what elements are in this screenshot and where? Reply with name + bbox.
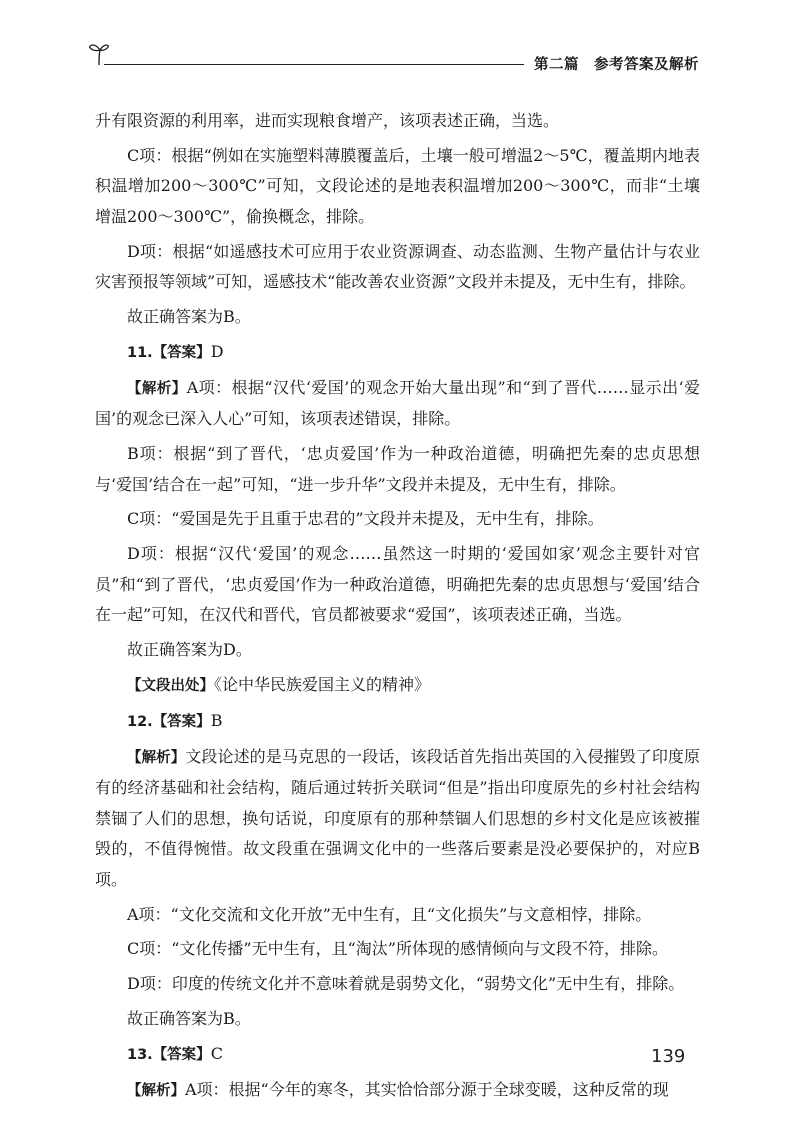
paragraph-text: C项：根据“例如在实施塑料薄膜覆盖后，土壤一般可增温2～5℃，覆盖期内地表积温增加200～300℃”可知，文段论述的是地表积温增加200～300℃，而非“土壤增温200～300℃”，偷换概念，排除。 <box>95 145 700 226</box>
paragraph-text: C项：“文化传播”无中生有，且“淘汰”所体现的感情倾向与文段不符，排除。 <box>127 939 668 959</box>
paragraph <box>95 106 700 137</box>
paragraph <box>95 237 700 298</box>
paragraph-text: 故正确答案为B。 <box>127 1009 251 1029</box>
paragraph <box>95 1004 700 1035</box>
paragraph-text: D项：根据“汉代‘爱国’的观念……虽然这一时期的‘爱国如家’观念主要针对官员”和“到了晋代，‘忠贞爱国’作为一种政治道德，明确把先秦的忠贞思想与‘爱国’结合在一起”可知，在汉代和晋代，官员都被要求“爱国”，该项表述正确，当选。 <box>95 544 700 625</box>
paragraph-text: 《论中华民族爱国主义的精神》 <box>214 674 431 694</box>
paragraph <box>95 337 700 369</box>
answer-label: 【解析】 <box>127 1082 185 1099</box>
paragraph-text: C项：“爱国是先于且重于忠君的”文段并未提及，无中生有，排除。 <box>127 509 604 529</box>
paragraph <box>95 900 700 931</box>
sprout-icon <box>88 40 110 66</box>
paragraph <box>95 439 700 500</box>
paragraph-text: C <box>210 1043 223 1063</box>
header-divider <box>104 64 524 65</box>
paragraph <box>95 1039 700 1071</box>
paragraph-text: 文段论述的是马克思的一段话，该段话首先指出英国的入侵摧毁了印度原有的经济基础和社会结构，随后通过转折关联词“但是”指出印度原先的乡村社会结构禁锢了人们的思想，换句话说，印度原有的那种禁锢人们思想的乡村文化是应该被摧毁的，不值得惋惜。故文段重在强调文化中的一些落后要素是没必要保护的，对应B项。 <box>95 746 700 889</box>
paragraph <box>95 373 700 435</box>
page-number: 139 <box>651 1046 686 1067</box>
paragraph-text: A项：“文化交流和文化开放”无中生有，且“文化损失”与文意相悖，排除。 <box>127 904 652 924</box>
paragraph <box>95 969 700 1000</box>
body-text <box>95 106 700 1110</box>
paragraph <box>95 141 700 233</box>
paragraph-text: D项：根据“如遥感技术可应用于农业资源调查、动态监测、生物产量估计与农业灾害预报等领域”可知，遥感技术“能改善农业资源”文段并未提及，无中生有，排除。 <box>95 241 700 292</box>
paragraph <box>95 302 700 333</box>
answer-label: 【解析】 <box>127 380 187 397</box>
paragraph-text: B <box>210 710 223 730</box>
answer-label: 11.【答案】 <box>127 344 211 361</box>
paragraph-text: B项：根据“到了晋代，‘忠贞爱国’作为一种政治道德，明确把先秦的忠贞思想与‘爱国’结合在一起”可知，“进一步升华”文段并未提及，无中生有，排除。 <box>95 444 700 494</box>
answer-label: 【文段出处】 <box>127 677 214 694</box>
answer-label: 12.【答案】 <box>127 713 211 730</box>
paragraph <box>95 670 700 702</box>
paragraph-text: D项：印度的传统文化并不意味着就是弱势文化，“弱势文化”无中生有，排除。 <box>127 974 685 994</box>
section-title: 第二篇 参考答案及解析 <box>534 57 699 73</box>
paragraph <box>95 934 700 965</box>
paragraph <box>95 742 700 896</box>
page-header <box>88 40 700 76</box>
answer-label: 13.【答案】 <box>127 1046 211 1063</box>
paragraph-text: D <box>210 341 224 361</box>
paragraph <box>95 635 700 666</box>
paragraph <box>95 504 700 535</box>
paragraph-text: A项：根据“今年的寒冬，其实恰恰部分源于全球变暖，这种反常的现 <box>185 1079 669 1099</box>
paragraph <box>95 539 700 631</box>
paragraph-text: 故正确答案为B。 <box>127 307 251 327</box>
paragraph <box>95 706 700 738</box>
paragraph-text: A项：根据“汉代‘爱国’的观念开始大量出现”和“到了晋代……显示出‘爱国’的观念已深入人心”可知，该项表述错误，排除。 <box>95 377 701 429</box>
paragraph-text: 故正确答案为D。 <box>127 640 252 660</box>
answer-label: 【解析】 <box>127 749 186 766</box>
paragraph-text: 升有限资源的利用率，进而实现粮食增产，该项表述正确，当选。 <box>95 111 560 130</box>
paragraph <box>95 1075 700 1107</box>
